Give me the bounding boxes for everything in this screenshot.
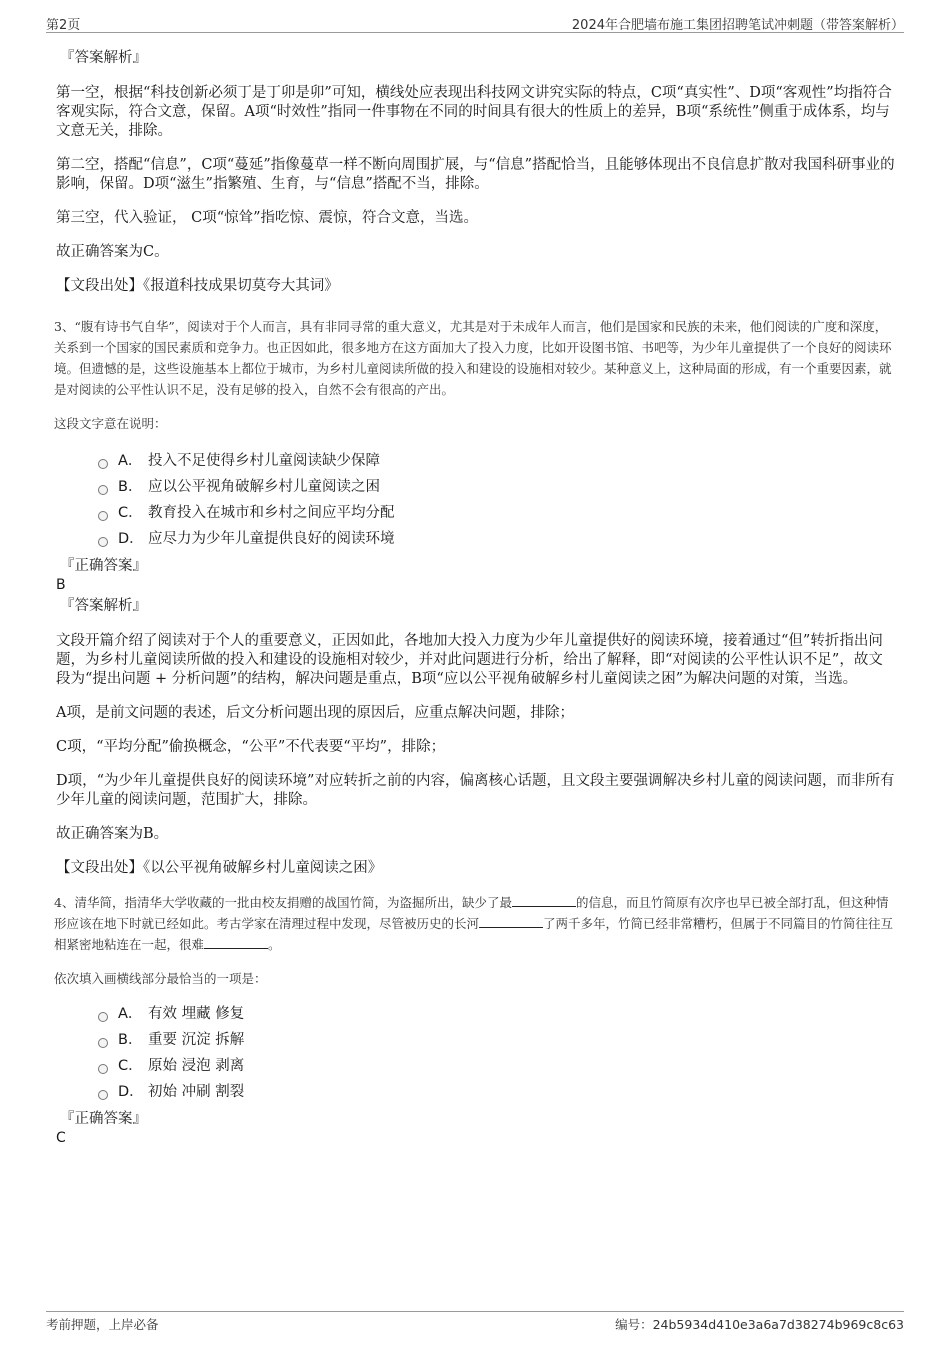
q3-analysis-conclusion: 故正确答案为B。 [56, 826, 169, 842]
radio-icon[interactable] [98, 537, 108, 547]
q3-source: 【文段出处】《以公平视角破解乡村儿童阅读之困》 [56, 860, 383, 876]
q4-option-d[interactable]: D． 初始 冲刷 割裂 [98, 1079, 896, 1105]
q4-options [98, 1001, 896, 1105]
blank-line [479, 915, 543, 928]
q3-stem: 3、“腹有诗书气自华”，阅读对于个人而言，具有非同寻常的重大意义，尤其是对于未成年人而言，他们是国家和民族的未来，他们阅读的广度和深度，关系到一个国家的国民素质和竞争力。也正因如此，很多地方在这方面加大了投入力度，比如开设图书馆、书吧等，为少年儿童提供了一个良好的阅读环境。但遗憾的是，这些设施基本上都位于城市，为乡村儿童阅读所做的投入和建设的设施相对较少。某种意义上，这种局面的形成，有一个重要因素，就是对阅读的公平性认识不足，没有足够的投入，自然不会有很高的产出。 [54, 319, 892, 397]
q2-analysis-p3: 第三空，代入验证， C项“惊耸”指吃惊、震惊，符合文意，当选。 [56, 210, 479, 226]
q3-option-d[interactable]: D． 应尽力为少年儿童提供良好的阅读环境 [98, 526, 896, 552]
page-header [46, 10, 904, 33]
footer-slogan: 考前押题，上岸必备 [46, 1317, 159, 1332]
option-text: 应以公平视角破解乡村儿童阅读之困 [148, 479, 380, 495]
radio-icon[interactable] [98, 1012, 108, 1022]
option-text: 原始 浸泡 剥离 [148, 1058, 245, 1074]
blank-line [204, 936, 268, 949]
q4-option-a[interactable]: A． 有效 埋藏 修复 [98, 1001, 896, 1027]
q3-option-a[interactable]: A． 投入不足使得乡村儿童阅读缺少保障 [98, 448, 896, 474]
page-number: 第2页 [46, 18, 81, 33]
radio-icon[interactable] [98, 1038, 108, 1048]
option-text: 教育投入在城市和乡村之间应平均分配 [148, 505, 395, 521]
option-text: 重要 沉淀 拆解 [148, 1032, 245, 1048]
document-code: 编号：24b5934d410e3a6a7d38274b969c8c63 [615, 1317, 904, 1332]
q3-option-b[interactable]: B． 应以公平视角破解乡村儿童阅读之困 [98, 474, 896, 500]
radio-icon[interactable] [98, 511, 108, 521]
q4-stem: 4、清华简，指清华大学收藏的一批由校友捐赠的战国竹简，为盗掘所出，缺少了最 的信息，而且竹简原有次序也早已被全部打乱，但这种情形应该在地下时就已经如此。考古学家在清理过程中发现，尽管被历史的长河 了两千多年，竹简已经非常糟朽，但属于不同篇目的竹简往往互相紧密地粘连在一起，很难 。 [54, 895, 894, 952]
q3-correct-tag: 『正确答案』 [60, 558, 147, 574]
q4-option-b[interactable]: B． 重要 沉淀 拆解 [98, 1027, 896, 1053]
q2-source: 【文段出处】《报道科技成果切莫夸大其词》 [56, 278, 339, 294]
blank-line [512, 894, 576, 907]
q3-analysis-tag: 『答案解析』 [60, 598, 147, 614]
q3-question: 这段文字意在说明： [54, 416, 167, 431]
q4-option-c[interactable]: C． 原始 浸泡 剥离 [98, 1053, 896, 1079]
option-text: 初始 冲刷 割裂 [148, 1084, 245, 1100]
page-footer [46, 1311, 904, 1336]
option-text: 有效 埋藏 修复 [148, 1006, 245, 1022]
radio-icon[interactable] [98, 485, 108, 495]
q3-correct-answer: B [56, 577, 66, 593]
q4-correct-answer: C [56, 1130, 66, 1146]
q2-analysis-p1: 第一空，根据“科技创新必须丁是丁卯是卯”可知，横线处应表现出科技网文讲究实际的特点，C项“真实性”、D项“客观性”均指符合客观实际，符合文意，保留。A项“时效性”指同一件事物在不同的时间具有很大的性质上的差异，B项“系统性”侧重于成体系，均与文意无关，排除。 [56, 85, 892, 139]
q3-analysis-p4: D项，“为少年儿童提供良好的阅读环境”对应转折之前的内容，偏离核心话题，且文段主要强调解决乡村儿童的阅读问题，而非所有少年儿童的阅读问题，范围扩大，排除。 [56, 773, 895, 808]
q3-analysis-p2: A项，是前文问题的表述，后文分析问题出现的原因后，应重点解决问题，排除； [56, 705, 574, 721]
option-text: 投入不足使得乡村儿童阅读缺少保障 [148, 453, 380, 469]
q4-correct-tag: 『正确答案』 [60, 1111, 147, 1127]
document-title: 2024年合肥墙布施工集团招聘笔试冲刺题（带答案解析） [571, 18, 904, 33]
q3-analysis-p3: C项，“平均分配”偷换概念，“公平”不代表要“平均”，排除； [56, 739, 446, 755]
radio-icon[interactable] [98, 1064, 108, 1074]
q2-analysis-tag: 『答案解析』 [60, 50, 147, 66]
main-content [56, 42, 896, 1147]
q3-analysis-p1: 文段开篇介绍了阅读对于个人的重要意义，正因如此，各地加大投入力度为少年儿童提供好的阅读环境，接着通过“但”转折指出问题，为乡村儿童阅读所做的投入和建设的设施相对较少，并对此问题进行分析，给出了解释，即“对阅读的公平性认识不足”，故文段为“提出问题 + 分析问题”的结构，解决问题是重点，B项“应以公平视角破解乡村儿童阅读之困”为解决问题的对策，当选。 [56, 633, 883, 687]
q3-options [98, 448, 896, 552]
radio-icon[interactable] [98, 459, 108, 469]
option-text: 应尽力为少年儿童提供良好的阅读环境 [148, 531, 395, 547]
q2-analysis-conclusion: 故正确答案为C。 [56, 244, 169, 260]
radio-icon[interactable] [98, 1090, 108, 1100]
q2-analysis-p2: 第二空，搭配“信息”，C项“蔓延”指像蔓草一样不断向周围扩展，与“信息”搭配恰当，且能够体现出不良信息扩散对我国科研事业的影响，保留。D项“滋生”指繁殖、生育，与“信息”搭配不当，排除。 [56, 157, 895, 192]
q4-question: 依次填入画横线部分最恰当的一项是： [54, 971, 267, 986]
q3-option-c[interactable]: C． 教育投入在城市和乡村之间应平均分配 [98, 500, 896, 526]
